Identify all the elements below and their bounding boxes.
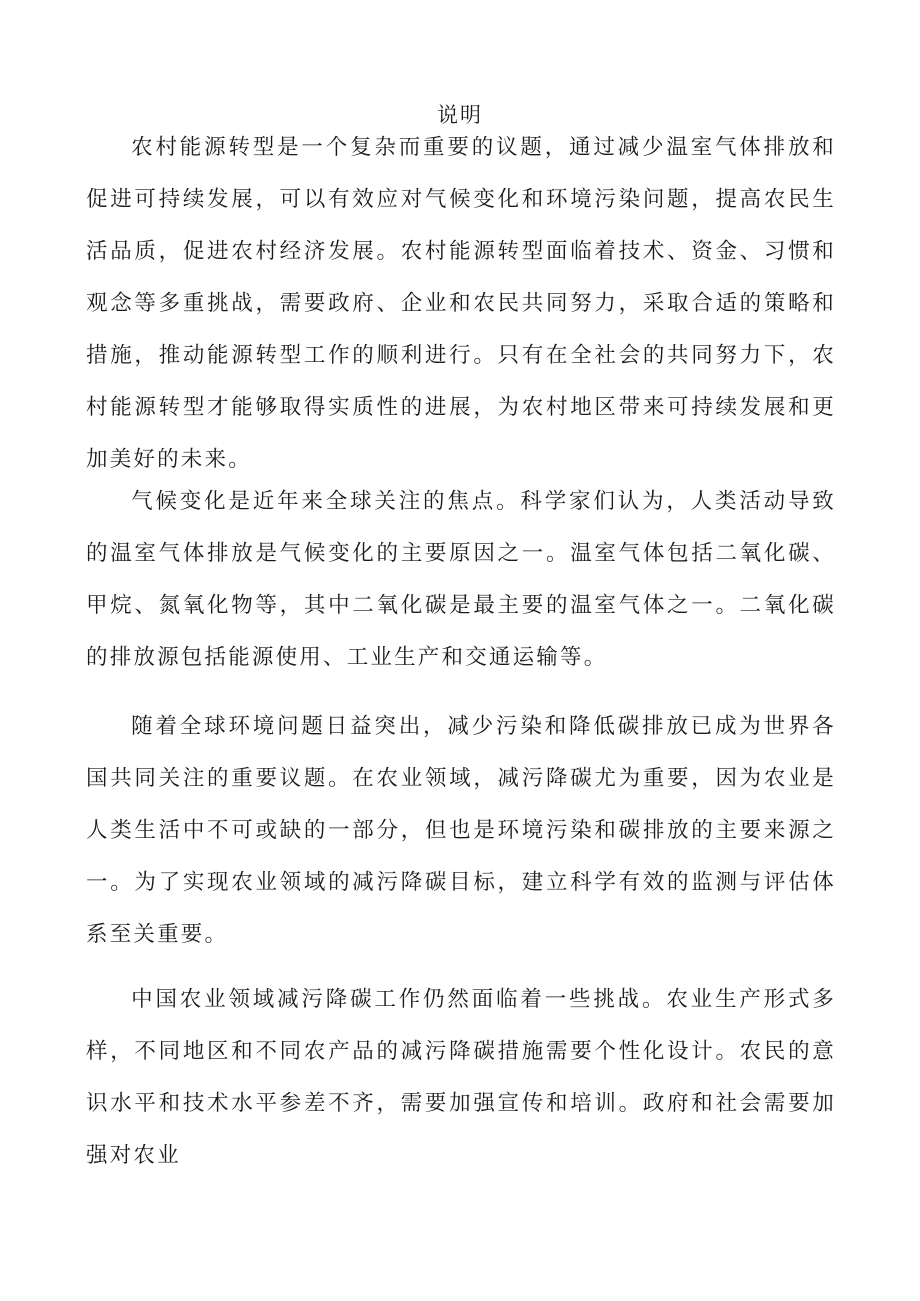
- paragraph-pollution-carbon-reduction: 随着全球环境问题日益突出，减少污染和降低碳排放已成为世界各国共同关注的重要议题。在农业领域，减污降碳尤为重要，因为农业是人类生活中不可或缺的一部分，但也是环境污染和碳排放的主要来源之一。为了实现农业领域的减污降碳目标，建立科学有效的监测与评估体系至关重要。: [86, 714, 836, 947]
- document-title: 说明: [437, 103, 483, 127]
- paragraph-rural-energy-transition: 农村能源转型是一个复杂而重要的议题，通过减少温室气体排放和促进可持续发展，可以有效应对气候变化和环境污染问题，提高农民生活品质，促进农村经济发展。农村能源转型面临着技术、资金、习惯和观念等多重挑战，需要政府、企业和农民共同努力，采取合适的策略和措施，推动能源转型工作的顺利进行。只有在全社会的共同努力下，农村能源转型才能够取得实质性的进展，为农村地区带来可持续发展和更加美好的未来。: [86, 135, 836, 472]
- paragraph-climate-change: 气候变化是近年来全球关注的焦点。科学家们认为，人类活动导致的温室气体排放是气候变化的主要原因之一。温室气体包括二氧化碳、甲烷、氮氧化物等，其中二氧化碳是最主要的温室气体之一。二氧化碳的排放源包括能源使用、工业生产和交通运输等。: [86, 489, 836, 670]
- paragraph-china-agriculture-challenges: 中国农业领域减污降碳工作仍然面临着一些挑战。农业生产形式多样，不同地区和不同农产品的减污降碳措施需要个性化设计。农民的意识水平和技术水平参差不齐，需要加强宣传和培训。政府和社会需要加强对农业: [86, 987, 836, 1168]
